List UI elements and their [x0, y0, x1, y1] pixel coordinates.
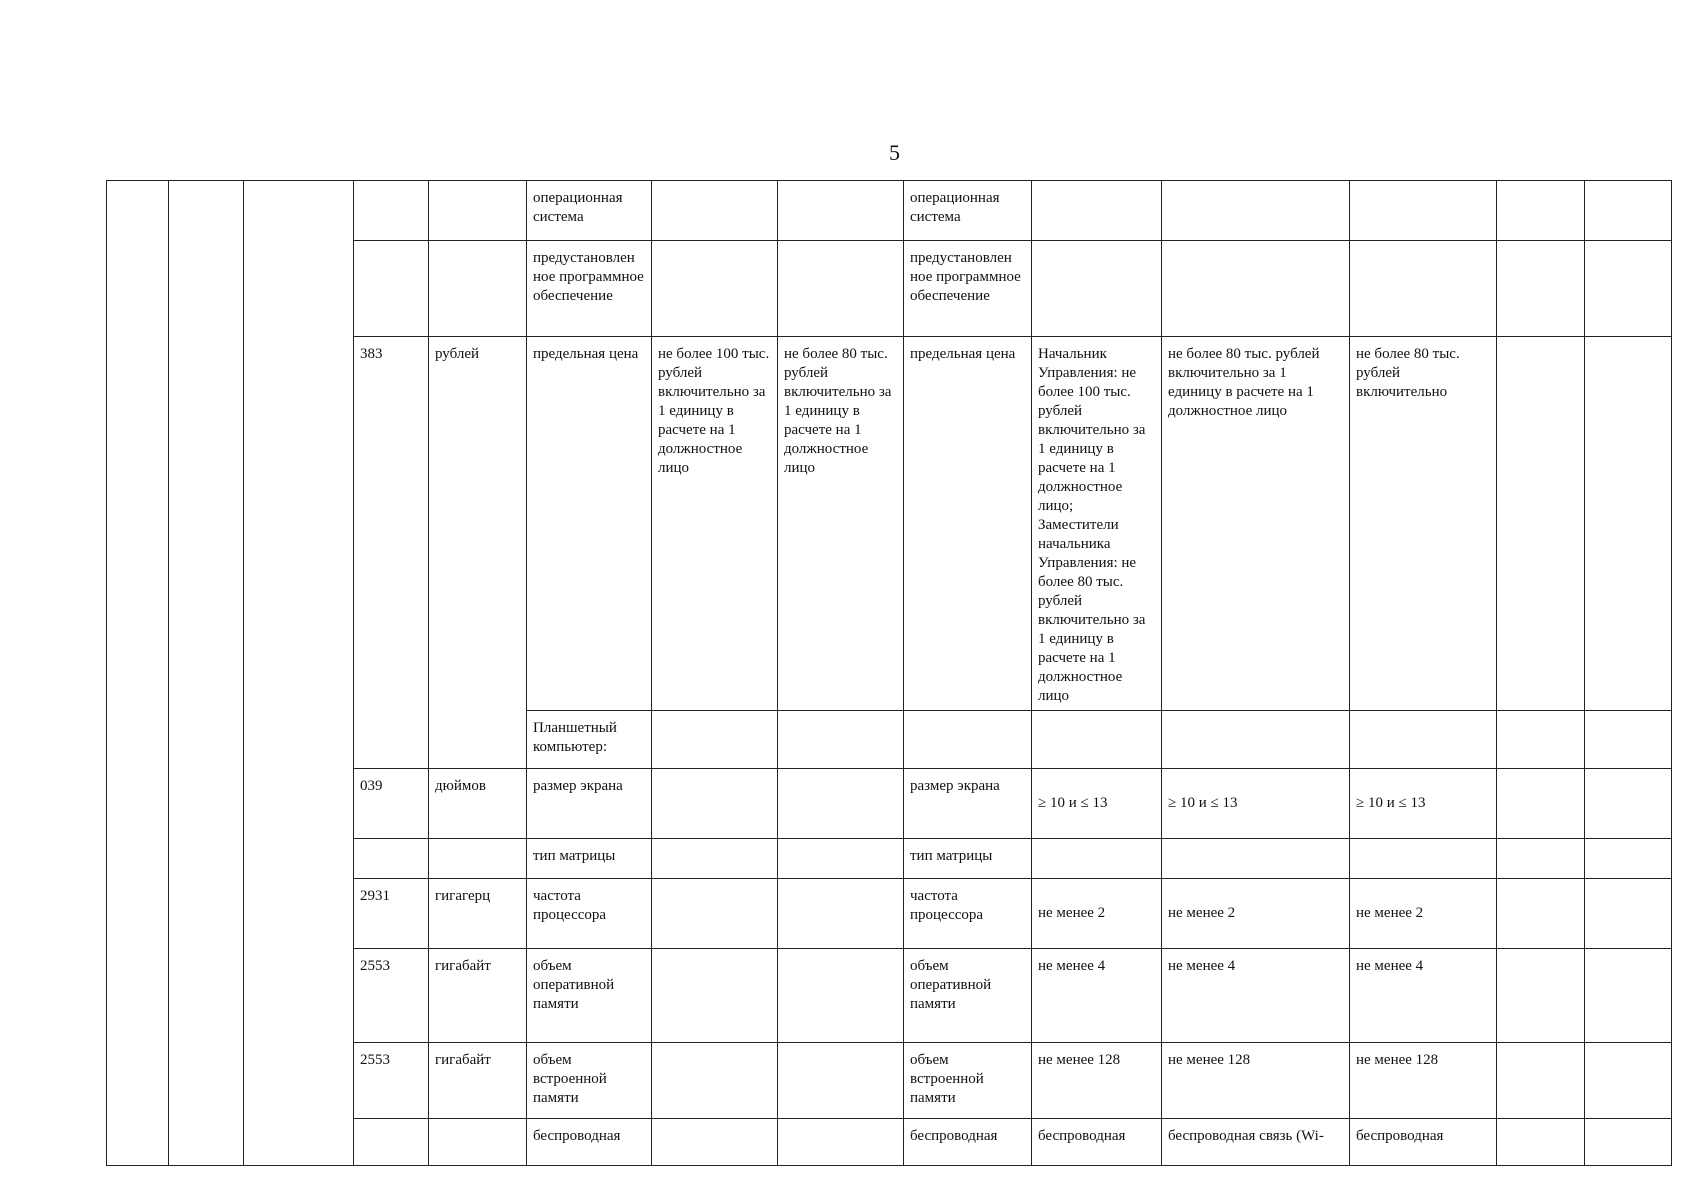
value-cell: не менее 2: [1350, 879, 1497, 949]
characteristic-label: размер экрана: [904, 769, 1032, 839]
code-cell: 039: [354, 769, 429, 839]
value-cell: [778, 711, 904, 769]
value-cell: [1585, 711, 1672, 769]
value-cell: [1585, 949, 1672, 1043]
characteristic-label: объем встроенной памяти: [904, 1043, 1032, 1119]
value-cell: [652, 711, 778, 769]
value-cell: [652, 1043, 778, 1119]
value-cell: не менее 4: [1032, 949, 1162, 1043]
value-cell: [1350, 241, 1497, 337]
value-cell: ≥ 10 и ≤ 13: [1162, 769, 1350, 839]
value-cell: [1585, 1043, 1672, 1119]
characteristic-label: предустановлен ное программное обеспечение: [527, 241, 652, 337]
value-cell: не менее 128: [1350, 1043, 1497, 1119]
unit-cell: [429, 181, 527, 241]
value-cell: [652, 879, 778, 949]
value-cell: [1585, 1119, 1672, 1166]
value-cell: ≥ 10 и ≤ 13: [1350, 769, 1497, 839]
characteristic-label: размер экрана: [527, 769, 652, 839]
value-cell: [1497, 1119, 1585, 1166]
value-cell: [652, 241, 778, 337]
characteristics-table: [106, 180, 1672, 1166]
value-cell: [1497, 1043, 1585, 1119]
value-cell: не менее 2: [1162, 879, 1350, 949]
code-cell: 2553: [354, 1043, 429, 1119]
value-cell: [1497, 711, 1585, 769]
value-cell: [778, 181, 904, 241]
unit-cell: гигабайт: [429, 1043, 527, 1119]
value-cell: ≥ 10 и ≤ 13: [1032, 769, 1162, 839]
code-cell: 2553: [354, 949, 429, 1043]
value-cell: не менее 2: [1032, 879, 1162, 949]
value-cell: не менее 4: [1350, 949, 1497, 1043]
table-row: [107, 181, 1672, 241]
characteristic-label: тип матрицы: [527, 839, 652, 879]
code-cell: [354, 839, 429, 879]
value-cell: [1032, 839, 1162, 879]
value-cell: [652, 181, 778, 241]
value-cell: [778, 241, 904, 337]
value-cell: [1585, 337, 1672, 711]
value-cell: [1497, 879, 1585, 949]
characteristic-label: частота процессора: [527, 879, 652, 949]
characteristic-label: предустановлен ное программное обеспечение: [904, 241, 1032, 337]
value-cell: [1032, 241, 1162, 337]
value-cell: [652, 839, 778, 879]
value-cell: не более 80 тыс. рублей включительно за 1 единицу в расчете на 1 должностное лицо: [1162, 337, 1350, 711]
value-cell: не более 100 тыс. рублей включительно за 1 единицу в расчете на 1 должностное лицо: [652, 337, 778, 711]
value-cell: [778, 1043, 904, 1119]
code-cell: [354, 1119, 429, 1166]
value-cell: [1350, 711, 1497, 769]
value-cell: беспроводная: [1032, 1119, 1162, 1166]
value-cell: не менее 128: [1032, 1043, 1162, 1119]
value-cell: [1497, 337, 1585, 711]
unit-cell: [429, 241, 527, 337]
value-cell: беспроводная связь (Wi-: [1162, 1119, 1350, 1166]
characteristic-label: объем встроенной памяти: [527, 1043, 652, 1119]
value-cell: [778, 949, 904, 1043]
value-cell: [1162, 711, 1350, 769]
value-cell: [1585, 879, 1672, 949]
code-cell: 383: [354, 337, 429, 769]
characteristic-label: беспроводная: [527, 1119, 652, 1166]
value-cell: [778, 839, 904, 879]
characteristic-label: операционная система: [527, 181, 652, 241]
value-cell: [1585, 839, 1672, 879]
blank-cell: [169, 181, 244, 1166]
code-cell: [354, 181, 429, 241]
value-cell: Начальник Управления: не более 100 тыс. рублей включительно за 1 единицу в расчете на 1 должностное лицо; Заместители начальника Управления: не более 80 тыс. рублей включительно за 1 единицу в расчете на 1 должностное лицо: [1032, 337, 1162, 711]
blank-cell: [107, 181, 169, 1166]
value-cell: [1162, 181, 1350, 241]
unit-cell: гигагерц: [429, 879, 527, 949]
characteristic-label: предельная цена: [527, 337, 652, 711]
value-cell: [1585, 181, 1672, 241]
value-cell: [1497, 839, 1585, 879]
value-cell: [1350, 839, 1497, 879]
value-cell: [778, 879, 904, 949]
value-cell: не более 80 тыс. рублей включительно за 1 единицу в расчете на 1 должностное лицо: [778, 337, 904, 711]
unit-cell: рублей: [429, 337, 527, 769]
page-number: 5: [889, 140, 901, 165]
unit-cell: [429, 1119, 527, 1166]
characteristic-label: тип матрицы: [904, 839, 1032, 879]
value-cell: [1162, 241, 1350, 337]
characteristic-label: беспроводная: [904, 1119, 1032, 1166]
code-cell: 2931: [354, 879, 429, 949]
value-cell: [1585, 769, 1672, 839]
unit-cell: [429, 839, 527, 879]
value-cell: не более 80 тыс. рублей включительно: [1350, 337, 1497, 711]
value-cell: [652, 949, 778, 1043]
value-cell: [652, 769, 778, 839]
blank-cell: [244, 181, 354, 1166]
value-cell: [1497, 769, 1585, 839]
unit-cell: гигабайт: [429, 949, 527, 1043]
characteristic-label: объем оперативной памяти: [904, 949, 1032, 1043]
value-cell: не менее 4: [1162, 949, 1350, 1043]
characteristic-label: предельная цена: [904, 337, 1032, 711]
value-cell: [904, 711, 1032, 769]
value-cell: [1497, 241, 1585, 337]
value-cell: [1585, 241, 1672, 337]
value-cell: [1497, 949, 1585, 1043]
characteristic-label: объем оперативной памяти: [527, 949, 652, 1043]
value-cell: [1032, 711, 1162, 769]
value-cell: беспроводная: [1350, 1119, 1497, 1166]
value-cell: [1497, 181, 1585, 241]
characteristic-label: частота процессора: [904, 879, 1032, 949]
value-cell: не менее 128: [1162, 1043, 1350, 1119]
characteristic-label: операционная система: [904, 181, 1032, 241]
section-label: Планшетный компьютер:: [527, 711, 652, 769]
value-cell: [1032, 181, 1162, 241]
value-cell: [778, 769, 904, 839]
value-cell: [652, 1119, 778, 1166]
value-cell: [778, 1119, 904, 1166]
value-cell: [1162, 839, 1350, 879]
value-cell: [1350, 181, 1497, 241]
unit-cell: дюймов: [429, 769, 527, 839]
code-cell: [354, 241, 429, 337]
